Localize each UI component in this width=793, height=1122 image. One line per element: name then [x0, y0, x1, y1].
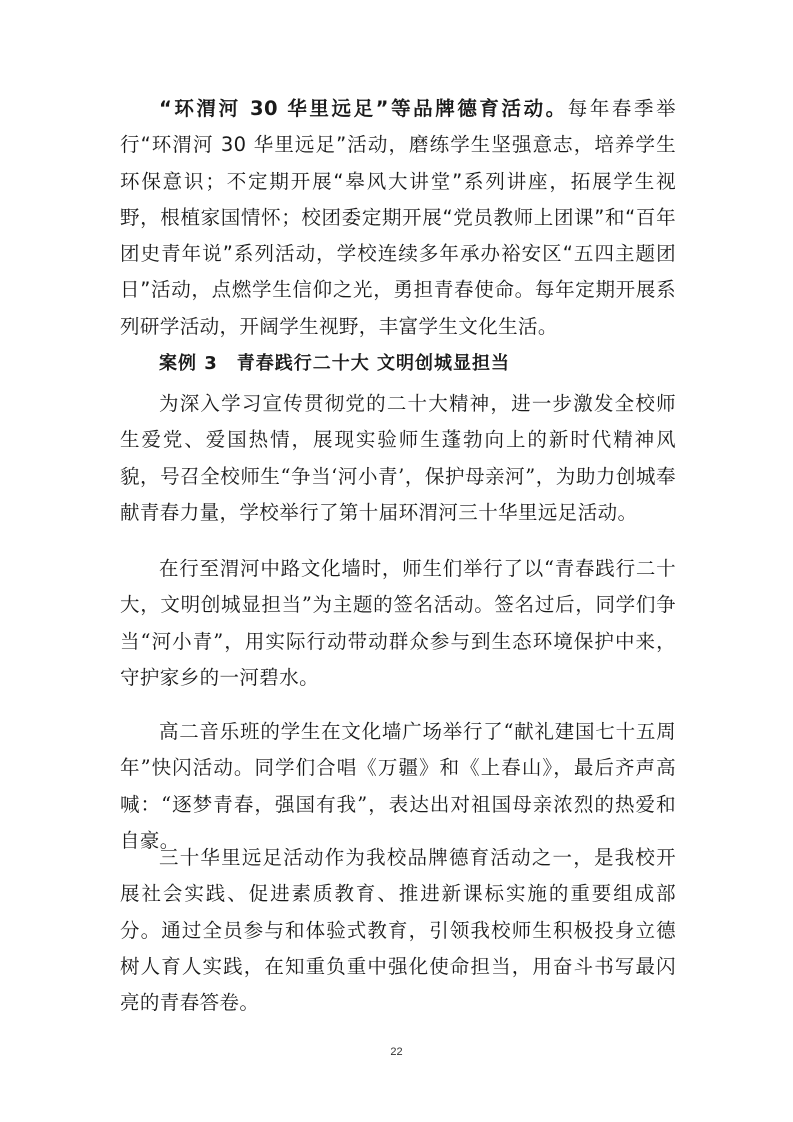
paragraph-signing: 在行至渭河中路文化墙时，师生们举行了以“青春践行二十大，文明创城显担当”为主题的签名活动。签名过后，同学们争当“河小青”，用实际行动带动群众参与到生态环境保护中来，守护家乡的一河碧水。	[120, 557, 676, 689]
page-number: 22	[390, 1046, 403, 1058]
paragraph-flashmob: 高二音乐班的学生在文化墙广场举行了“献礼建国七十五周年”快闪活动。同学们合唱《万疆》和《上春山》，最后齐声高喊：“逐梦青春，强国有我”，表达出对祖国母亲浓烈的热爱和自豪。	[120, 720, 676, 852]
paragraph-body: 每年春季举行“环渭河 30 华里远足”活动，磨练学生坚强意志，培养学生环保意识；不定期开展“皋风大讲堂”系列讲座，拓展学生视野，根植家国情怀；校团委定期开展“党员教师上团课”和“百年团史青年说”系列活动，学校连续多年承办裕安区“五四主题团日”活动，点燃学生信仰之光，勇担青春使命。每年定期开展系列研学活动，开阔学生视野，丰富学生文化生活。	[120, 97, 676, 338]
paragraph-brand-activities	[120, 91, 676, 345]
paragraph-lead-bold: “环渭河 30 华里远足”等品牌德育活动。	[159, 97, 568, 120]
paragraph-intro: 为深入学习宣传贯彻党的二十大精神，进一步激发全校师生爱党、爱国热情，展现实验师生蓬勃向上的新时代精神风貌，号召全校师生“争当‘河小青’，保护母亲河”，为助力创城奉献青春力量，学校举行了第十届环渭河三十华里远足活动。	[120, 392, 676, 524]
case-heading: 案例 3 青春践行二十大 文明创城显担当	[159, 353, 511, 374]
paragraph-conclusion: 三十华里远足活动作为我校品牌德育活动之一，是我校开展社会实践、促进素质教育、推进新课标实施的重要组成部分。通过全员参与和体验式教育，引领我校师生积极投身立德树人育人实践，在知重负重中强化使命担当，用奋斗书写最闪亮的青春答卷。	[120, 846, 676, 1015]
